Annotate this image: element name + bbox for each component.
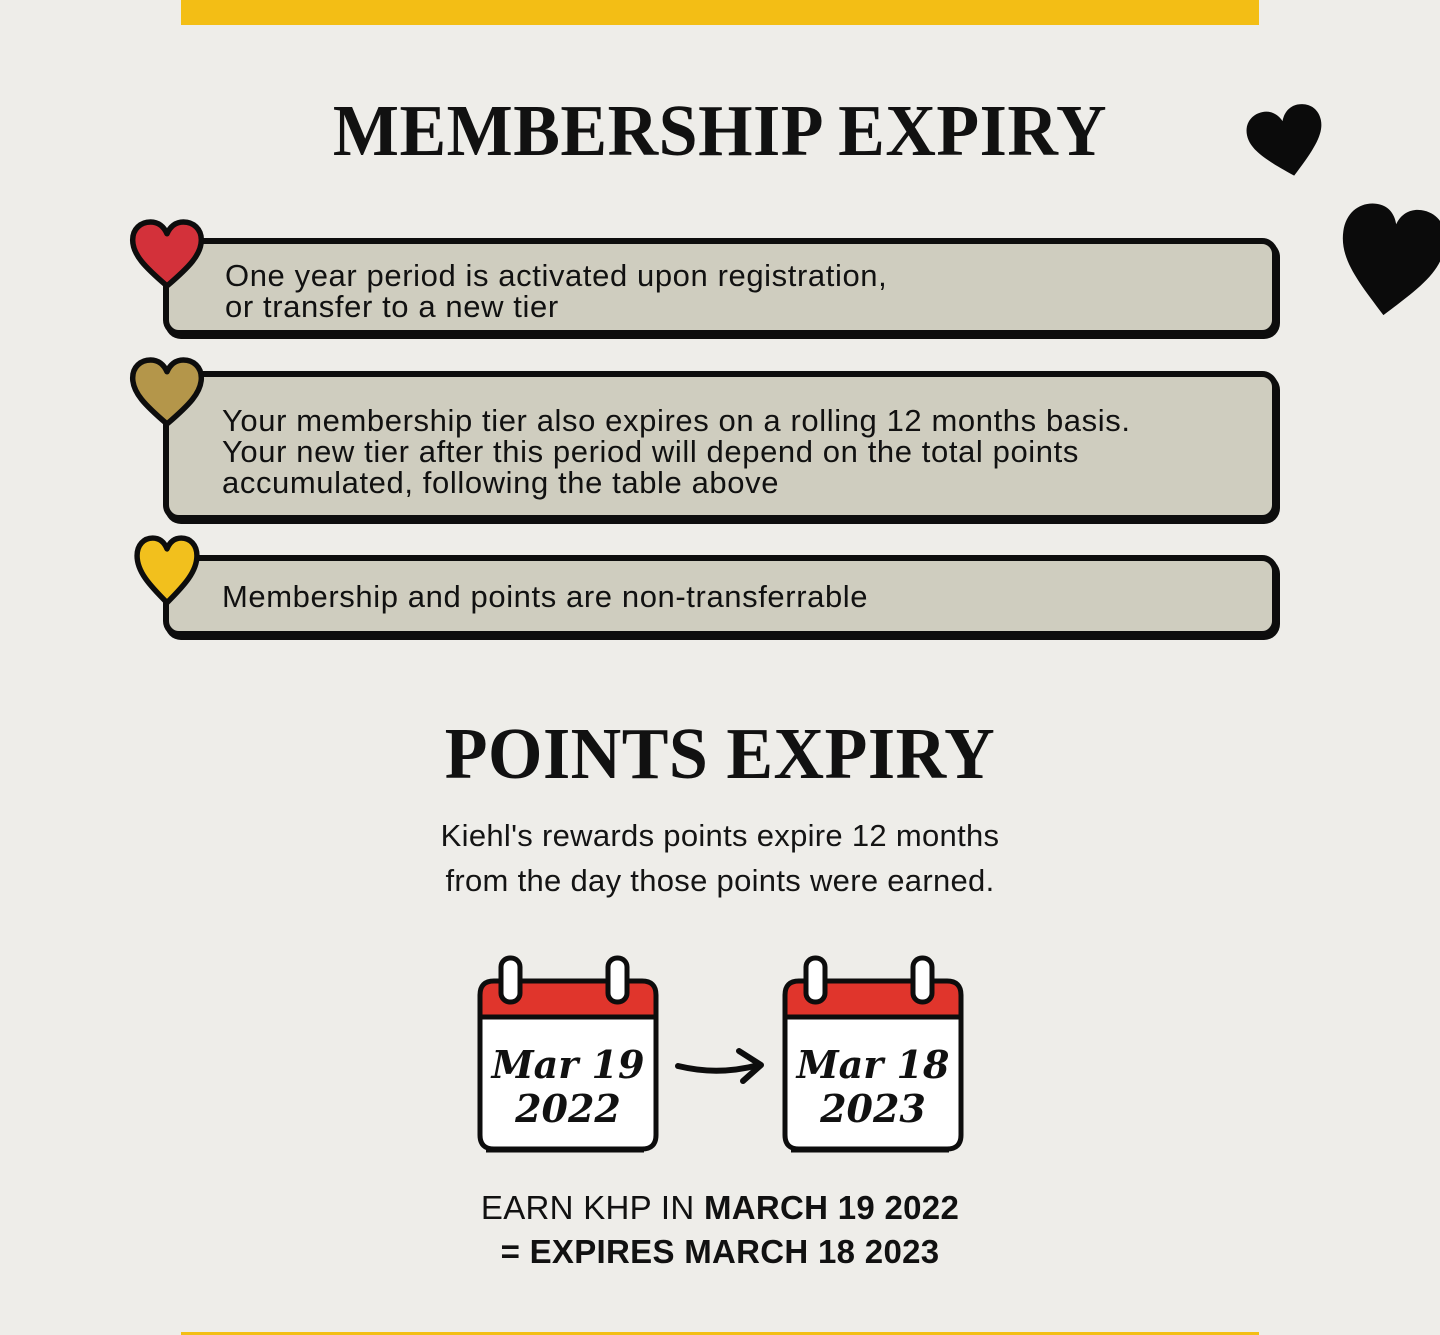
calendar-year: 2023 [820,1086,926,1131]
points-description [0,813,1440,903]
summary-line-2 [0,1230,1440,1274]
summary-line-1 [0,1186,1440,1230]
top-accent-bar [181,0,1259,25]
calendar-start [470,955,666,1160]
description-line: from the day those points were earned. [445,863,995,898]
calendar-end [775,955,971,1160]
points-expiry-title: POINTS EXPIRY [444,714,996,795]
yellow-heart-icon [133,533,201,607]
arrow-right-icon [673,1045,769,1089]
summary-earn-date: MARCH 19 2022 [703,1189,960,1226]
membership-info-text: Your membership tier also expires on a rolling 12 months basis. Your new tier after this period will depend on the total points accumulated, following the table above [222,403,1131,500]
calendar-date: Mar 18 [796,1042,950,1087]
calendar-date: Mar 19 [491,1042,645,1087]
heart-icon [1328,195,1440,327]
membership-expiry-title: MEMBERSHIP EXPIRY [332,91,1108,172]
membership-info-box [163,238,1278,336]
points-summary [0,1186,1440,1274]
membership-info-box [163,371,1278,521]
summary-expiry-date: = EXPIRES MARCH 18 2023 [500,1233,940,1270]
membership-info-box [163,555,1278,637]
gold-heart-icon [128,355,206,429]
calendar-year: 2022 [515,1086,621,1131]
summary-prefix: EARN KHP IN [480,1189,704,1226]
membership-info-text: One year period is activated upon registration, or transfer to a new tier [225,258,888,324]
description-line: Kiehl's rewards points expire 12 months [440,818,1000,853]
membership-info-text: Membership and points are non-transferrable [222,579,869,614]
red-heart-icon [128,217,206,291]
